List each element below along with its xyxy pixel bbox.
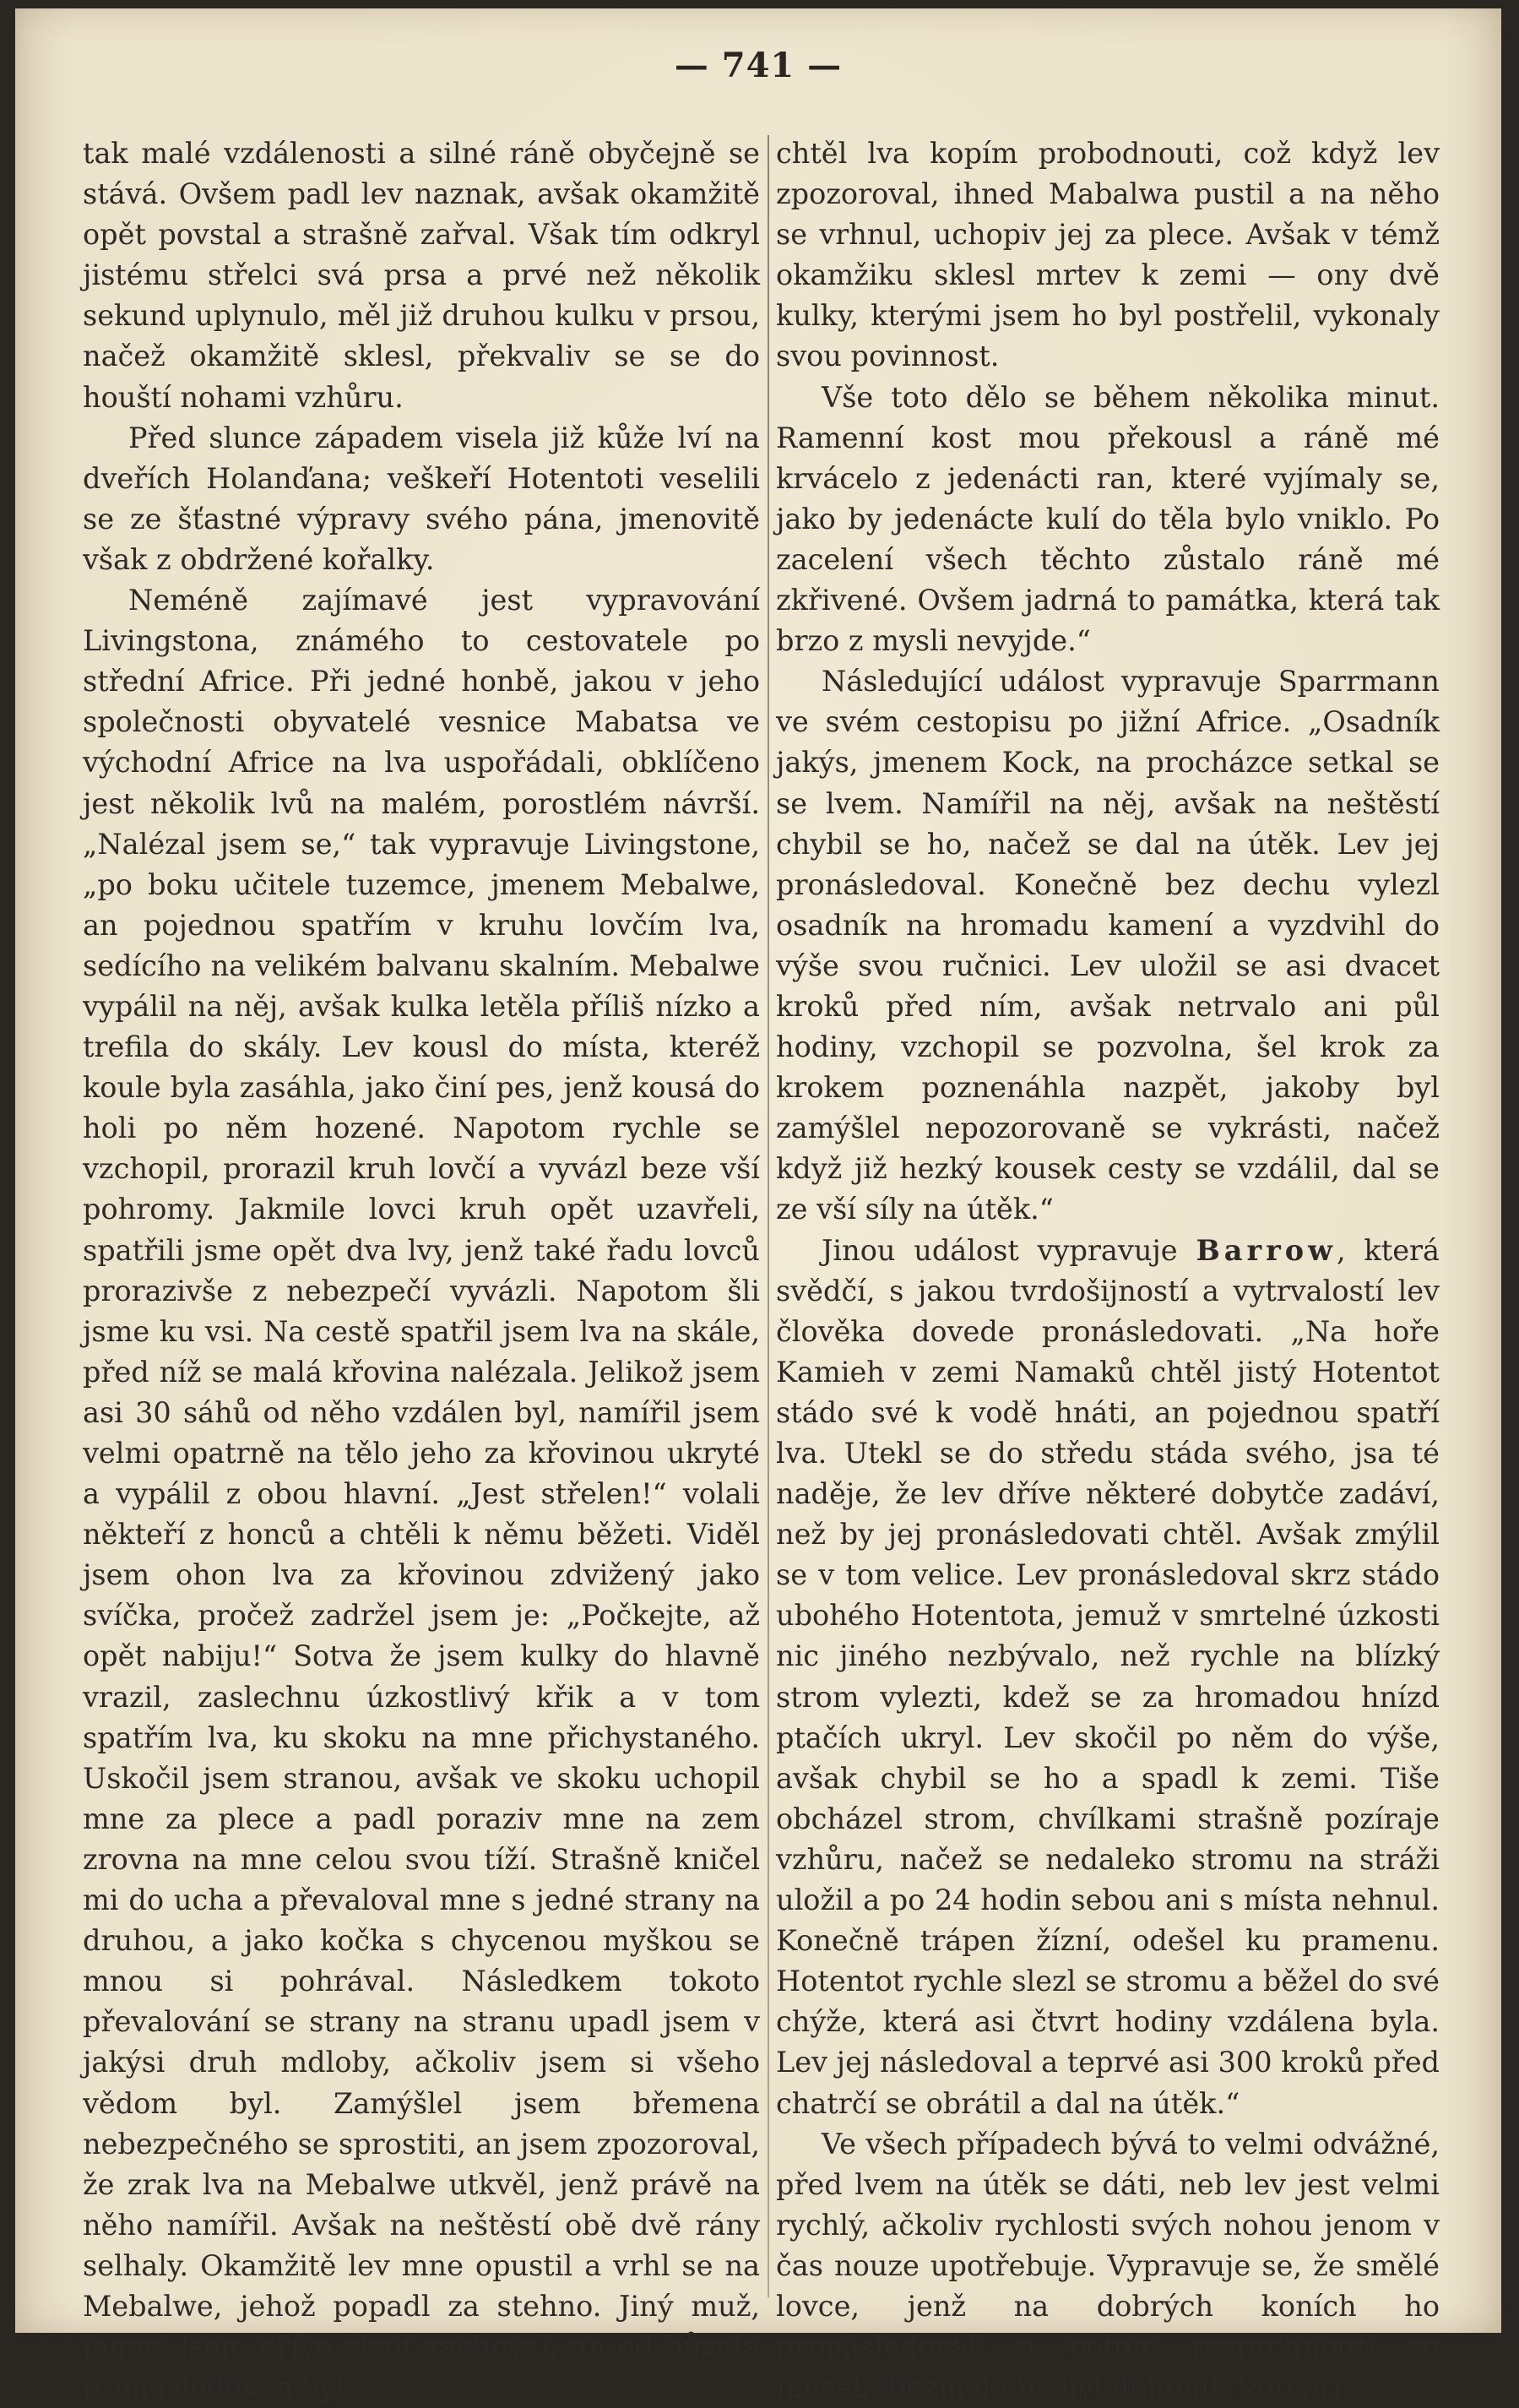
paragraph: Neméně zajímavé jest vypravování Livingstona, známého to cestovatele po střední Africe. Při jedné honbě, jakou v jeho společnosti obyvatelé vesnice Mabatsa ve východní Africe na lva uspořádali, obklíčeno jest několik lvů na malém, porostlém návrší. „Nalézal jsem se,“ tak vypravuje Livingstone, „po boku učitele tuzemce, jmenem Mebalwe, an pojednou spatřím v kruhu lovčím lva, sedícího na velikém balvanu skalním. Mebalwe vypálil na něj, avšak kulka letěla příliš nízko a trefila do skály. Lev kousl do místa, kteréž koule byla zasáhla, jako činí pes, jenž kousá do holi po něm hozené. Napotom rychle se vzchopil, prorazil kruh lovčí a vyvázl beze vší pohromy. Jakmile lovci kruh opět uzavřeli, spatřili jsme opět dva lvy, jenž také řadu lovců prorazivše z nebezpečí vyvázli. Napotom šli jsme ku vsi. Na cestě spatřil jsem lva na skále, před níž se malá křovina nalézala. Jelikož jsem asi 30 sáhů od něho vzdálen byl, namířil jsem velmi opatrně na tělo jeho za křovinou ukryté a vypálil z obou hlavní. „Jest střelen!“ volali někteří z honců a chtěli k němu běžeti. Viděl jsem ohon lva za křovinou zdvižený jako svíčka, pročež zadržel jsem je: „Počkejte, až opět nabiju!“ Sotva že jsem kulky do hlavně vrazil, zaslechnu úzkostlivý křik a v tom spatřím lva, ku skoku na mne přichystaného. Uskočil jsem stranou, avšak ve skoku uchopil mne za plece a padl poraziv mne na zem zrovna na mne celou svou tíží. Strašně kničel mi do ucha a převaloval mne s jedné strany na druhou, a jako kočka s chycenou myškou se mnou si pohrával. Následkem tokoto převalování se strany na stranu upadl jsem v jakýsi druh mdloby, ačkoliv jsem si všeho vědom byl. Zamýšlel jsem břemena nebezpečného se sprostiti, an jsem zpozoroval, že zrak lva na Mebalwe utkvěl, jenž právě na něho namířil. Avšak na neštěstí obě dvě rány selhaly. Okamžitě lev mne opustil a vrhl se na Mebalwe, jehož popadl za stehno. Jiný muž, jemuž jsem dříve život zachoval, an od bůvola pronásledován byl, [83,584,760,2405]
paragraph: Ve všech případech bývá to velmi odvážné, před lvem na útěk se dáti, neb lev jest velmi rychlý, ačkoliv rychlosti svých nohou jenom v čas nouze upotřebuje. Vypravuje se, že smělé lovce, jenž na dobrých koních ho pronásledovali a potom rozprchnouti se museli, bezmála by byl dohonil. Kdo při [776,2127,1440,2405]
paragraph: Před slunce západem visela již kůže lví na dveřích Holanďana; veškeří Hotentoti veselili se ze šťastné výpravy svého pána, jmenovitě však z obdržené kořalky. [83,421,760,576]
left-column [83,133,760,2408]
paragraph: chtěl lva kopím probodnouti, což když lev zpozoroval, ihned Mabalwa pustil a na něho se vrhnul, uchopiv jej za plece. Avšak v témž okamžiku sklesl mrtev k zemi — ony dvě kulky, kterými jsem ho byl postřelil, vykonaly svou povinnost. [776,137,1440,373]
paragraph-text: Jinou událost vypravuje [822,1233,1178,1267]
book-page [15,8,1501,2405]
paragraph [776,1231,1440,2124]
paragraph: tak malé vzdálenosti a silné ráně obyčejně se stává. Ovšem padl lev naznak, avšak okamžitě opět povstal a strašně zařval. Však tím odkryl jistému střelci svá prsa a prvé než několik sekund uplynulo, měl již druhou kulku v prsou, načež okamžitě sklesl, překvaliv se se do houští nohami vzhůru. [83,137,760,414]
column-divider [768,135,769,2297]
author-name: Barrow [1196,1233,1337,1267]
paragraph: Následující událost vypravuje Sparrmann ve svém cestopisu po jižní Africe. „Osadník jakýs, jmenem Kock, na procházce setkal se se lvem. Namířil na něj, avšak na neštěstí chybil se ho, načež se dal na útěk. Lev jej pronásledoval. Konečně bez dechu vylezl osadník na hromadu kamení a vyzdvihl do výše svou ručnici. Lev uložil se asi dvacet kroků před ním, avšak netrvalo ani půl hodiny, vzchopil se pozvolna, šel krok za krokem poznenáhla nazpět, jakoby byl zamýšlel nepozorovaně se vykrásti, načež když již hezký kousek cesty se vzdálil, dal se ze vší síly na útěk.“ [776,665,1440,1226]
page-number: — 741 — [674,46,843,85]
paragraph-text: , která svědčí, s jakou tvrdošijností a vytrvalostí lev člověka dovede pronásledovati. „Na hoře Kamieh v zemi Namaků chtěl jistý Hotentot stádo své k vodě hnáti, an pojednou spatří lva. Utekl se do středu stáda svého, jsa té naděje, že lev dříve některé dobytče zadáví, než by jej pronásledovati chtěl. Avšak zmýlil se v tom velice. Lev pronásledoval skrz stádo ubohého Hotentota, jemuž v smrtelné úzkosti nic jiného nezbývalo, než rychle na blízký strom vylezti, kdež se za hromadou hnízd ptačích ukryl. Lev skočil po něm do výše, avšak chybil se ho a spadl k zemi. Tiše obcházel strom, chvílkami strašně pozíraje vzhůru, načež se nedaleko stromu na stráži uložil a po 24 hodin sebou ani s místa nehnul. Konečně trápen žízní, odešel ku pramenu. Hotentot rychle slezl se stromu a běžel do své chýže, která asi čtvrt hodiny vzdálena byla. Lev jej následoval a teprvé asi 300 kroků před chatrčí se obrátil a dal na útěk.“ [776,1233,1440,2120]
paragraph: Vše toto dělo se během několika minut. Ramenní kost mou překousl a ráně mé krvácelo z jedenácti ran, které vyjímaly se, jako by jedenácte kulí do těla bylo vniklo. Po zacelení všech těchto zůstalo ráně mé zkřivené. Ovšem jadrná to památka, která tak brzo z mysli nevyjde.“ [776,380,1440,658]
right-column [776,133,1440,2408]
